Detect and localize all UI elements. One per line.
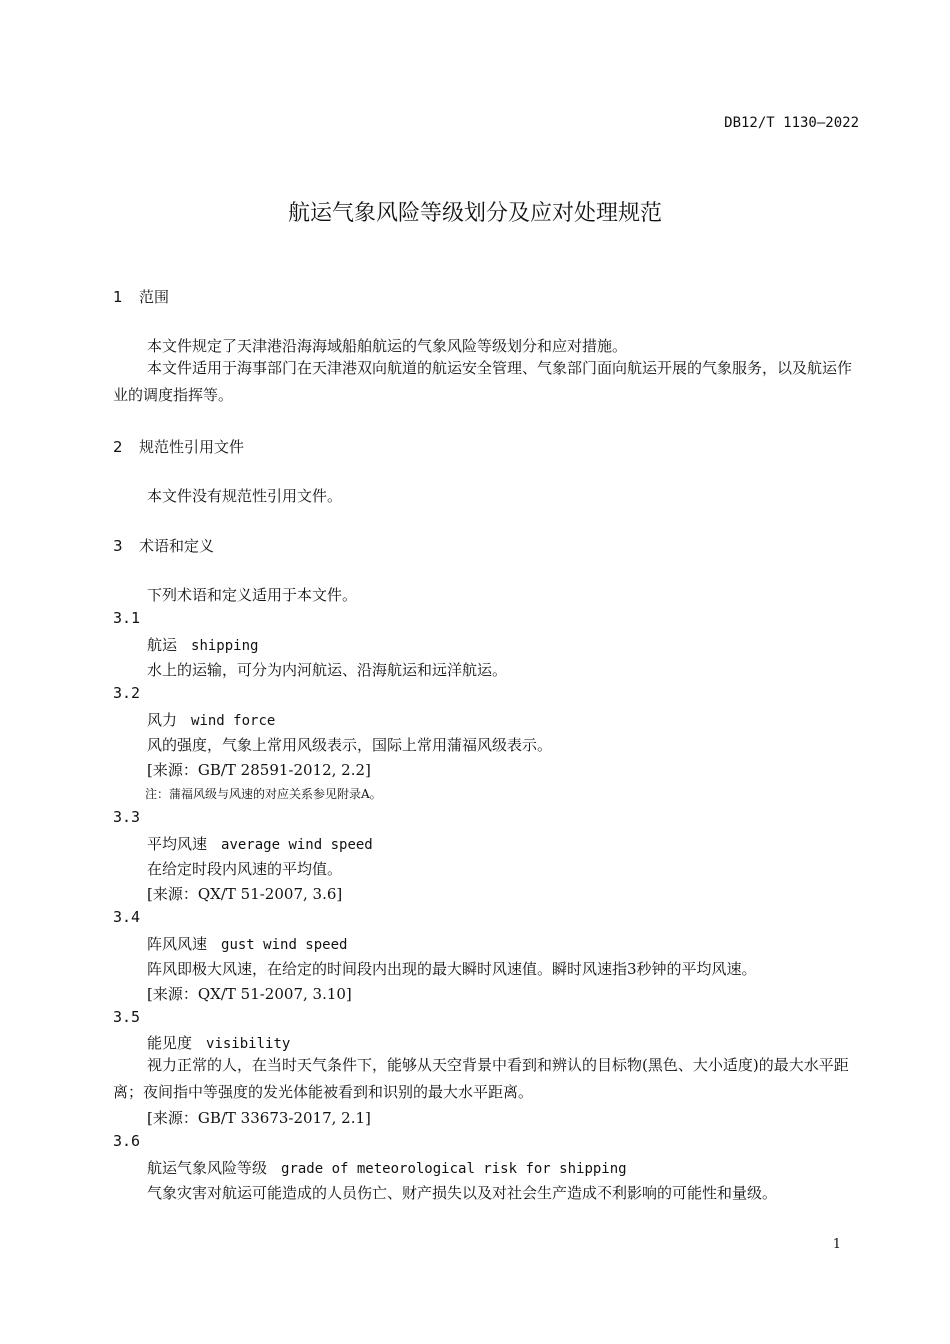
term-source: [来源：GB/T 33673-2017, 2.1] — [147, 1109, 371, 1127]
term-chinese: 平均风速 — [147, 835, 208, 853]
term-heading — [147, 933, 347, 954]
term-heading — [147, 1157, 627, 1178]
term-english: shipping — [191, 638, 259, 654]
section-title: 范围 — [139, 288, 170, 306]
clause-number: 3.3 — [113, 808, 141, 826]
term-definition: 气象灾害对航运可能造成的人员伤亡、财产损失以及对社会生产造成不利影响的可能性和量级。 — [147, 1184, 778, 1202]
section-heading-3 — [113, 535, 214, 556]
term-chinese: 航运气象风险等级 — [147, 1159, 268, 1177]
paragraph: 下列术语和定义适用于本文件。 — [147, 586, 358, 604]
term-definition: 水上的运输，可分为内河航运、沿海航运和远洋航运。 — [147, 661, 508, 679]
section-number: 2 — [113, 438, 123, 456]
term-definition: 视力正常的人，在当时天气条件下，能够从天空背景中看到和辨认的目标物(黑色、大小适度)的最大水平距离；夜间指中等强度的发光体能被看到和识别的最大水平距离。 — [113, 1056, 849, 1101]
document-code: DB12/T 1130—2022 — [724, 115, 859, 131]
term-chinese: 能见度 — [147, 1034, 193, 1052]
section-heading-2 — [113, 436, 244, 457]
term-english: gust wind speed — [221, 937, 348, 953]
clause-number: 3.2 — [113, 684, 141, 702]
term-source: [来源：QX/T 51-2007, 3.10] — [147, 985, 352, 1003]
term-source: [来源：QX/T 51-2007, 3.6] — [147, 885, 343, 903]
term-english: grade of meteorological risk for shipping — [281, 1161, 627, 1177]
clause-number: 3.4 — [113, 908, 141, 926]
term-definition: 阵风即极大风速，在给定的时间段内出现的最大瞬时风速值。瞬时风速指3秒钟的平均风速。 — [147, 960, 757, 978]
term-definition: 风的强度，气象上常用风级表示，国际上常用蒲福风级表示。 — [147, 736, 553, 754]
term-english: wind force — [191, 713, 276, 729]
clause-number: 3.5 — [113, 1008, 141, 1026]
term-chinese: 航运 — [147, 636, 178, 654]
section-number: 1 — [113, 288, 123, 306]
term-definition: 在给定时段内风速的平均值。 — [147, 860, 343, 878]
page-number: 1 — [832, 1237, 841, 1252]
note: 注：蒲福风级与风速的对应关系参见附录A。 — [145, 787, 382, 801]
term-heading — [147, 709, 275, 730]
term-source: [来源：GB/T 28591-2012, 2.2] — [147, 761, 371, 779]
term-heading — [147, 833, 373, 854]
paragraph: 本文件没有规范性引用文件。 — [147, 487, 343, 505]
clause-number: 3.6 — [113, 1132, 141, 1150]
paragraph: 本文件规定了天津港沿海海域船舶航运的气象风险等级划分和应对措施。 — [147, 337, 628, 355]
term-heading — [147, 1032, 290, 1053]
term-chinese: 阵风风速 — [147, 935, 208, 953]
section-heading-1 — [113, 286, 169, 307]
page-title: 航运气象风险等级划分及应对处理规范 — [287, 201, 662, 226]
section-title: 规范性引用文件 — [139, 438, 245, 456]
term-english: visibility — [206, 1036, 291, 1052]
term-heading — [147, 634, 258, 655]
section-title: 术语和定义 — [139, 537, 215, 555]
clause-number: 3.1 — [113, 609, 141, 627]
term-chinese: 风力 — [147, 711, 178, 729]
section-number: 3 — [113, 537, 123, 555]
term-english: average wind speed — [221, 837, 373, 853]
paragraph: 本文件适用于海事部门在天津港双向航道的航运安全管理、气象部门面向航运开展的气象服务，以及航运作业的调度指挥等。 — [113, 359, 853, 404]
